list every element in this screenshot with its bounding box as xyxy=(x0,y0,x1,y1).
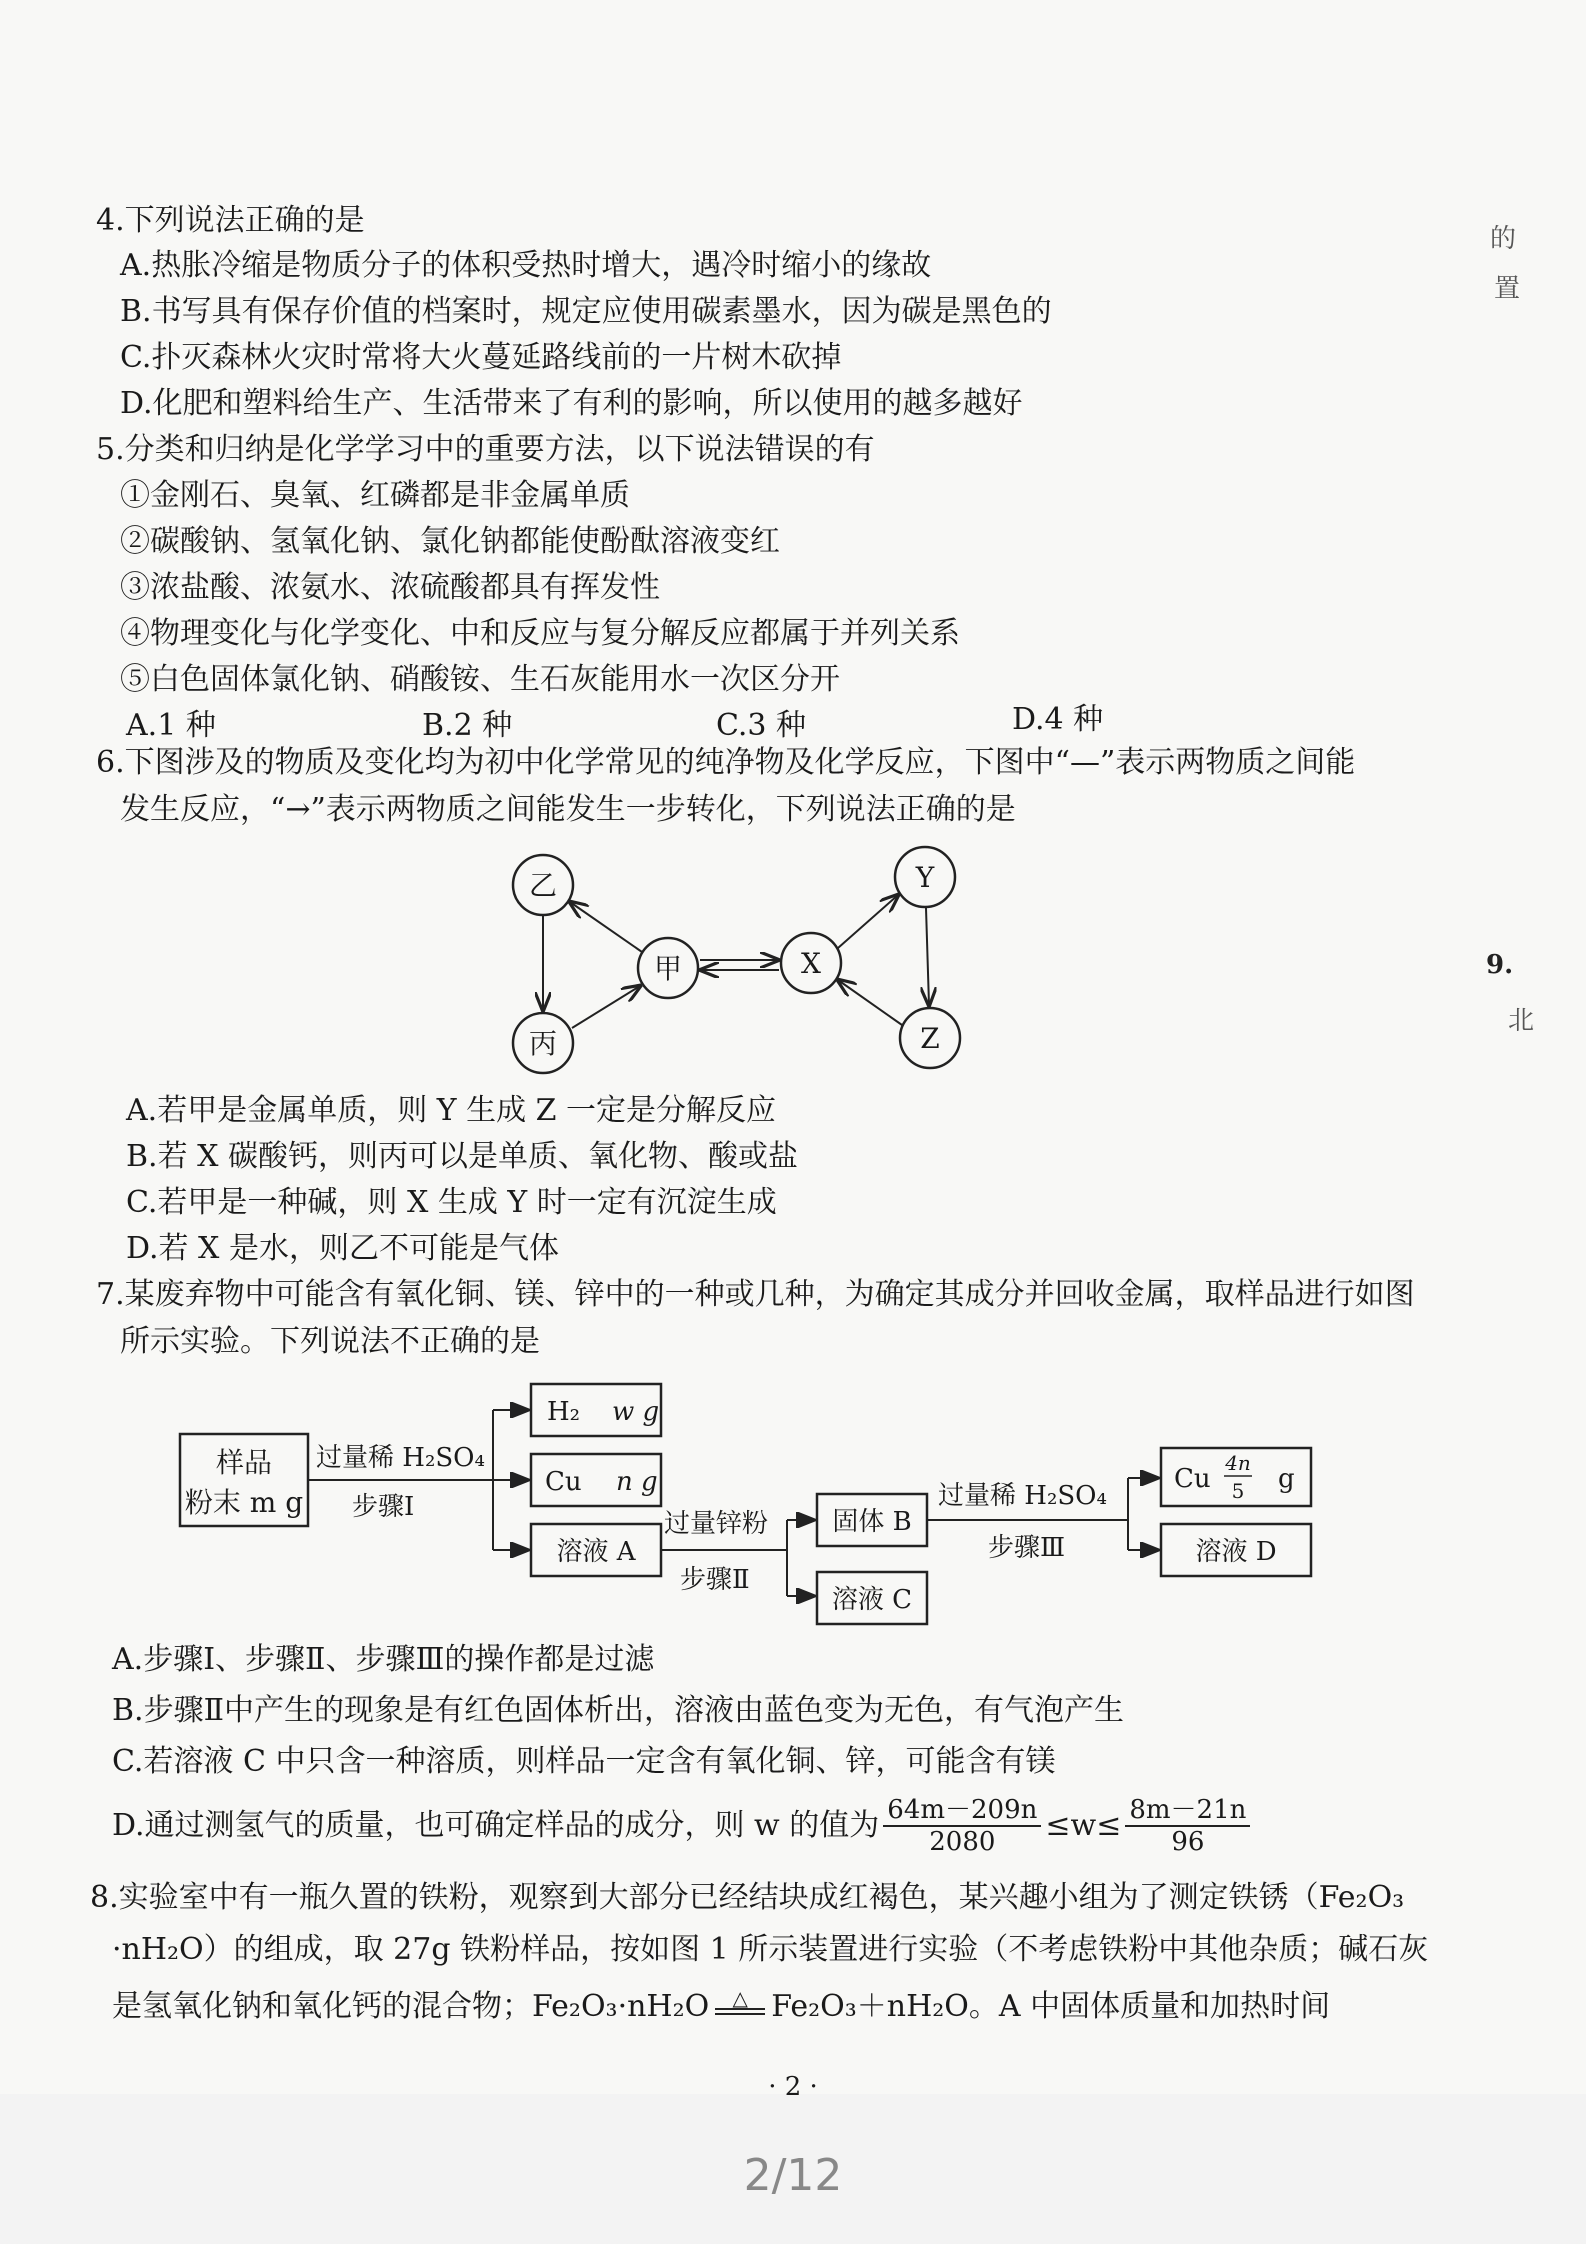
q5-item-5: ⑤白色固体氯化钠、硝酸铵、生石灰能用水一次区分开 xyxy=(120,662,840,697)
arrow-y-z xyxy=(926,908,929,1005)
q7-stem-line2: 所示实验。下列说法不正确的是 xyxy=(120,1324,540,1359)
h2-mass: w g xyxy=(612,1397,660,1427)
node-x-label: X xyxy=(801,947,821,980)
side-mark: 9. xyxy=(1486,950,1514,980)
solid-b-label: 固体 B xyxy=(832,1507,912,1537)
arrow-x-y xyxy=(838,895,898,948)
q6-option-a: A.若甲是金属单质，则 Y 生成 Z 一定是分解反应 xyxy=(126,1093,776,1128)
side-mark: 置 xyxy=(1494,274,1521,304)
page-number: · 2 · xyxy=(768,2072,818,2102)
arrow-bing-jia xyxy=(572,986,640,1028)
q6-option-d: D.若 X 是水，则乙不可能是气体 xyxy=(126,1231,559,1266)
q4-option-b: B.书写具有保存价值的档案时，规定应使用碳素墨水，因为碳是黑色的 xyxy=(120,294,1052,329)
node-jia-label: 甲 xyxy=(653,952,683,985)
sample-line2: 粉末 m g xyxy=(184,1486,304,1519)
q7-option-d-text: D.通过测氢气的质量，也可确定样品的成分，则 w 的值为 xyxy=(112,1808,880,1843)
q7-flow-diagram xyxy=(0,1370,1586,1630)
lower-bound-numerator: 64m－209n xyxy=(883,1795,1041,1827)
sample-line1: 样品 xyxy=(215,1446,273,1479)
q8-line2: ·nH₂O）的组成，取 27g 铁粉样品，按如图 1 所示装置进行实验（不考虑铁粉中其他杂质；碱石灰 xyxy=(112,1932,1429,1967)
cu2-num: 4n xyxy=(1225,1451,1251,1475)
q6-relation-diagram xyxy=(0,840,1586,1100)
q7-option-a: A.步骤Ⅰ、步骤Ⅱ、步骤Ⅲ的操作都是过滤 xyxy=(112,1642,655,1677)
q6-stem-line1: 6.下图涉及的物质及变化均为初中化学常见的纯净物及化学反应，下图中“—”表示两物质之间能 xyxy=(96,745,1356,780)
cu2-den: 5 xyxy=(1231,1479,1245,1503)
q5-choice-b: B.2 种 xyxy=(422,708,513,743)
cu2-unit: g xyxy=(1278,1464,1295,1494)
q5-item-4: ④物理变化与化学变化、中和反应与复分解反应都属于并列关系 xyxy=(120,616,960,651)
reagent1-label: 过量稀 H₂SO₄ xyxy=(316,1443,485,1473)
solution-d-label: 溶液 D xyxy=(1195,1537,1277,1567)
lower-bound-denominator: 2080 xyxy=(929,1827,996,1857)
step1-label: 步骤Ⅰ xyxy=(352,1492,415,1522)
q7-option-d-inequality: ≤w≤ xyxy=(1045,1808,1122,1843)
side-mark: 的 xyxy=(1490,224,1517,254)
upper-bound-numerator: 8m－21n xyxy=(1125,1795,1250,1827)
side-mark: 北 xyxy=(1508,1006,1535,1036)
cu1-mass: n g xyxy=(616,1467,658,1497)
q7-stem-line1: 7.某废弃物中可能含有氧化铜、镁、锌中的一种或几种，为确定其成分并回收金属，取样品进行如图 xyxy=(96,1277,1415,1312)
q4-stem: 4.下列说法正确的是 xyxy=(96,203,365,238)
node-z-label: Z xyxy=(920,1022,940,1055)
cu1-label: Cu xyxy=(545,1467,582,1497)
q4-option-c: C.扑灭森林火灾时常将大火蔓延路线前的一片树木砍掉 xyxy=(120,340,842,375)
node-yi-label: 乙 xyxy=(528,869,558,902)
arrow-jia-yi xyxy=(570,902,642,952)
q5-choice-a: A.1 种 xyxy=(126,708,216,743)
cu2-label: Cu xyxy=(1174,1464,1211,1494)
heating-triangle: △ xyxy=(732,1986,748,2010)
q5-item-1: ①金刚石、臭氧、红磷都是非金属单质 xyxy=(120,478,630,513)
reagent3-label: 过量稀 H₂SO₄ xyxy=(938,1481,1107,1511)
solution-a-label: 溶液 A xyxy=(556,1537,636,1567)
arrow-z-x xyxy=(838,980,902,1025)
node-bing-label: 丙 xyxy=(528,1027,558,1060)
q8-line3 xyxy=(112,1988,1330,2025)
node-y-label: Y xyxy=(915,861,935,894)
q8-line1: 8.实验室中有一瓶久置的铁粉，观察到大部分已经结块成红褐色，某兴趣小组为了测定铁锈（Fe₂O₃ xyxy=(90,1880,1405,1915)
q5-stem: 5.分类和归纳是化学学习中的重要方法，以下说法错误的有 xyxy=(96,432,875,467)
step3-label: 步骤Ⅲ xyxy=(988,1533,1066,1563)
q5-choice-c: C.3 种 xyxy=(716,708,807,743)
page-indicator: 2/12 xyxy=(743,2150,843,2201)
q6-option-c: C.若甲是一种碱，则 X 生成 Y 时一定有沉淀生成 xyxy=(126,1185,777,1220)
reagent2-label: 过量锌粉 xyxy=(664,1509,769,1539)
q7-option-d-upper-bound xyxy=(1125,1795,1250,1857)
q5-choice-d: D.4 种 xyxy=(1012,702,1104,737)
q5-item-3: ③浓盐酸、浓氨水、浓硫酸都具有挥发性 xyxy=(120,570,660,605)
q7-option-d-lower-bound xyxy=(883,1795,1041,1857)
q4-option-d: D.化肥和塑料给生产、生活带来了有利的影响，所以使用的越多越好 xyxy=(120,386,1023,421)
q7-option-b: B.步骤Ⅱ中产生的现象是有红色固体析出，溶液由蓝色变为无色，有气泡产生 xyxy=(112,1693,1124,1728)
q5-item-2: ②碳酸钠、氢氧化钠、氯化钠都能使酚酞溶液变红 xyxy=(120,524,780,559)
q8-line3-part2: Fe₂O₃＋nH₂O。A 中固体质量和加热时间 xyxy=(771,1989,1331,2024)
q8-line3-part1: 是氢氧化钠和氧化钙的混合物；Fe₂O₃·nH₂O xyxy=(112,1989,710,2024)
solution-c-label: 溶液 C xyxy=(831,1585,913,1615)
upper-bound-denominator: 96 xyxy=(1171,1827,1205,1857)
q7-option-c: C.若溶液 C 中只含一种溶质，则样品一定含有氧化铜、锌，可能含有镁 xyxy=(112,1744,1056,1779)
q6-option-b: B.若 X 碳酸钙，则丙可以是单质、氧化物、酸或盐 xyxy=(126,1139,799,1174)
q4-option-a: A.热胀冷缩是物质分子的体积受热时增大，遇冷时缩小的缘故 xyxy=(120,248,932,283)
q6-stem-line2: 发生反应，“→”表示两物质之间能发生一步转化，下列说法正确的是 xyxy=(120,792,1016,827)
step2-label: 步骤Ⅱ xyxy=(680,1565,750,1595)
h2-label: H₂ xyxy=(547,1397,581,1427)
heating-condition xyxy=(715,1988,765,2025)
q7-option-d xyxy=(112,1790,1254,1862)
